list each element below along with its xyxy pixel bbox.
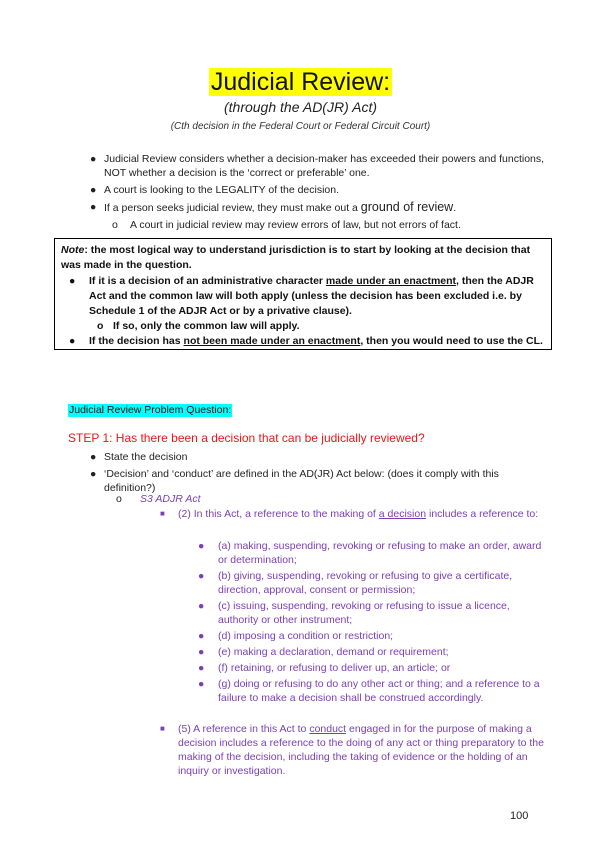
note-sub-bullet: o If so, only the common law will apply. xyxy=(97,320,300,332)
circle-bullet-icon: o xyxy=(116,493,122,505)
page-number: 100 xyxy=(510,810,529,822)
statute-items-list xyxy=(198,539,543,707)
list-item: ● Judicial Review considers whether a decision-maker has exceeded their powers and functions, NOT whether a decision is the ‘correct or preferable’ one. xyxy=(90,153,545,179)
note-bullet: ● If the decision has not been made under an enactment, then you would need to use the CL. xyxy=(69,335,543,347)
list-item: o A court in judicial review may review errors of law, but not errors of fact. xyxy=(112,219,461,231)
circle-bullet-icon: o xyxy=(97,320,104,332)
bullet-icon: ● xyxy=(90,201,97,213)
page-title: Judicial Review: xyxy=(210,68,391,96)
bullet-icon: ● xyxy=(90,451,97,463)
circle-bullet-icon: o xyxy=(112,219,118,231)
court-subtitle: (Cth decision in the Federal Court or Federal Circuit Court) xyxy=(170,121,431,132)
list-item: ● State the decision xyxy=(90,451,188,463)
intro-list xyxy=(90,152,550,235)
statute-subsection-5: ■ (5) A reference in this Act to conduct engaged in for the purpose of making a decision includes a reference to the doing of any act or thing preparatory to the making of the decision, including the taking of evidence or the holding of an inquiry or investigation. xyxy=(160,723,544,777)
statute-label: S3 ADJR Act xyxy=(140,493,201,505)
bullet-icon: ● xyxy=(198,570,205,582)
square-bullet-icon: ■ xyxy=(160,509,165,518)
note-bullet: ● If it is a decision of an administrative character made under an enactment, then the ADJR Act and the common law will both apply (unless the decision has been excluded i.e. by Schedule 1 of the ADJR Act or by a privative clause). xyxy=(69,275,534,317)
list-item: ● (f) retaining, or refusing to deliver up, an article; or xyxy=(198,662,451,674)
list-item: ● (g) doing or refusing to do any other act or thing; and a reference to a failure to make a decision shall be construed accordingly. xyxy=(198,678,540,704)
bullet-icon: ● xyxy=(90,468,97,480)
statute-heading-item xyxy=(116,492,201,506)
bullet-icon: ● xyxy=(69,335,76,347)
bullet-icon: ● xyxy=(198,662,205,674)
list-item: ● (a) making, suspending, revoking or refusing to make an order, award or determination; xyxy=(198,540,542,566)
step1-list xyxy=(90,450,540,498)
step-1-heading: STEP 1: Has there been a decision that can be judicially reviewed? xyxy=(68,431,425,445)
bullet-icon: ● xyxy=(198,678,205,690)
page-subtitle: (through the AD(JR) Act) xyxy=(223,99,377,115)
list-item: ● (d) imposing a condition or restriction; xyxy=(198,630,394,642)
statute-subsection-2: ■ (2) In this Act, a reference to the making of a decision includes a reference to: xyxy=(160,508,539,520)
bullet-icon: ● xyxy=(90,153,97,165)
note-box: Note: the most logical way to understand jurisdiction is to start by looking at the decision that was made in the question. ● If it is a decision of an administrative character made under an enactment, then the ADJR Act and the common law will both apply (unless the decision has been excluded i.e. by Schedule 1 of the ADJR Act or by a privative clause). o If so, only the common law will apply. ● If the decision has not been made under an enactment, then you would need to use the CL. xyxy=(54,238,552,350)
square-bullet-icon: ■ xyxy=(160,724,165,733)
bullet-icon: ● xyxy=(198,540,205,552)
bullet-icon: ● xyxy=(198,630,205,642)
bullet-icon: ● xyxy=(198,600,205,612)
bullet-icon: ● xyxy=(69,275,76,287)
bullet-icon: ● xyxy=(90,184,97,196)
list-item: ● (b) giving, suspending, revoking or refusing to give a certificate, direction, approval, consent or permission; xyxy=(198,570,513,596)
bullet-icon: ● xyxy=(198,646,205,658)
note-label: Note xyxy=(61,244,85,256)
list-item: ● If a person seeks judicial review, they must make out a ground of review. xyxy=(90,200,457,214)
list-item: ● ‘Decision’ and ‘conduct’ are defined in the AD(JR) Act below: (does it comply with this definition?) xyxy=(90,468,499,494)
list-item: ● (c) issuing, suspending, revoking or refusing to issue a licence, authority or other instrument; xyxy=(198,600,510,626)
problem-question-heading: Judicial Review Problem Question: xyxy=(69,404,232,416)
list-item: ● A court is looking to the LEGALITY of the decision. xyxy=(90,184,340,196)
ground-of-review-term: ground of review xyxy=(360,200,454,214)
list-item: ● (e) making a declaration, demand or requirement; xyxy=(198,646,449,658)
